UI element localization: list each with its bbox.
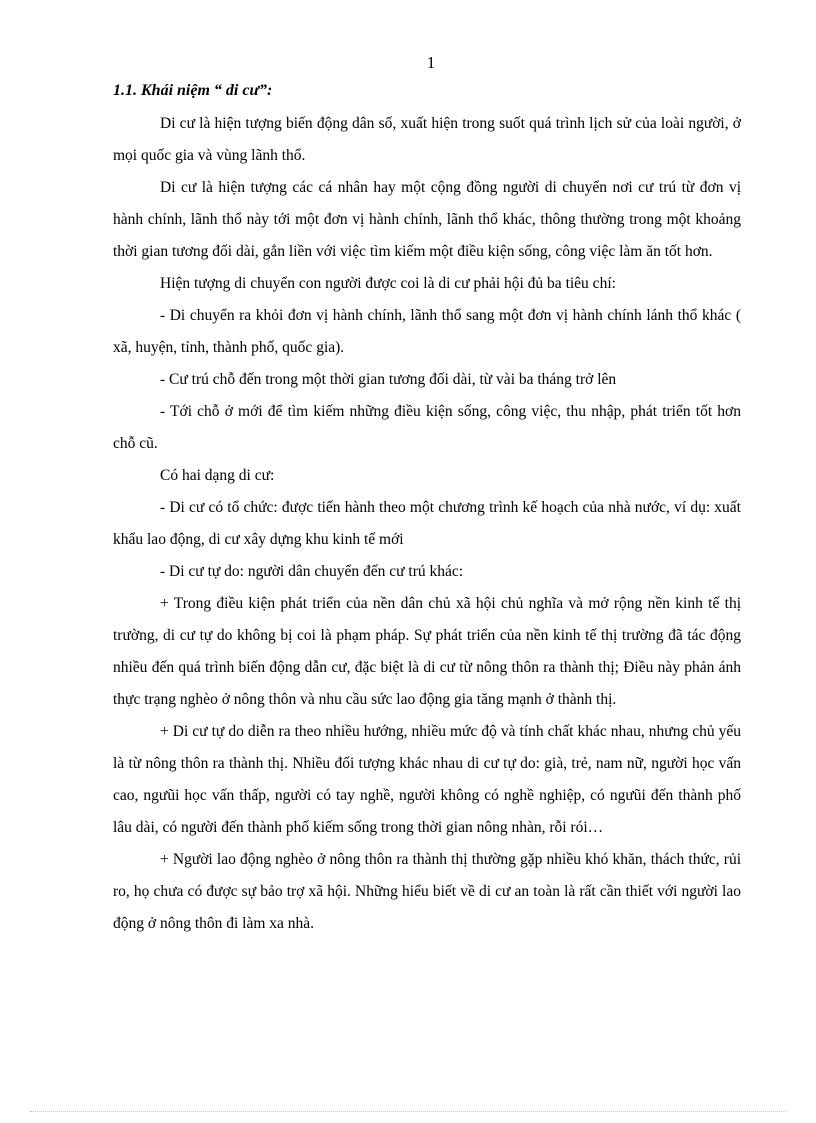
paragraph-free-migration-point-3: + Người lao động nghèo ở nông thôn ra thành thị thường gặp nhiều khó khăn, thách thức, rủi ro, họ chưa có được sự bảo trợ xã hội. Những hiểu biết về di cư an toàn là rất cần thiết với người lao động ở nông thôn đi làm xa nhà. (113, 851, 741, 932)
paragraph-definition-2: Di cư là hiện tượng các cá nhân hay một cộng đồng người di chuyển nơi cư trú từ đơn vị hành chính, lãnh thổ này tới một đơn vị hành chính, lãnh thổ khác, thông thường trong một khoảng thời gian tương đối dài, gắn liền với việc tìm kiếm một điều kiện sống, công việc làm ăn tốt hơn. (113, 179, 741, 260)
paragraph-free-migration-point-2: + Di cư tự do diễn ra theo nhiều hướng, nhiều mức độ và tính chất khác nhau, nhưng chủ yếu là từ nông thôn ra thành thị. Nhiều đối tượng khác nhau di cư tự do: già, trẻ, nam nữ, người học vấn cao, ngưũi học vấn thấp, người có tay nghề, người không có nghề nghiệp, có ngưũi đến thành phố lâu dài, có người đến thành phố kiếm sống trong thời gian nông nhàn, rỗi rói… (113, 723, 741, 836)
paragraph-criteria-intro: Hiện tượng di chuyển con người được coi là di cư phải hội đủ ba tiêu chí: (160, 275, 616, 292)
paragraph-criterion-2: - Cư trú chỗ đến trong một thời gian tương đối dài, từ vài ba tháng trở lên (160, 371, 617, 388)
paragraph-organized-migration: - Di cư có tổ chức: được tiến hành theo một chương trình kế hoạch của nhà nước, ví dụ: xuất khẩu lao động, di cư xây dựng khu kinh tế mới (113, 499, 741, 548)
paragraph-free-migration-point-1: + Trong điều kiện phát triển của nền dân chủ xã hội chủ nghĩa và mở rộng nền kinh tế thị trường, di cư tự do không bị coi là phạm pháp. Sự phát triển của nền kinh tế thị trường đã tác động nhiều đến quá trình biến động dẫn cư, đặc biệt là di cư từ nông thôn ra thành thị; Điều này phản ánh thực trạng nghèo ở nông thôn và nhu cầu sức lao động gia tăng mạnh ở thành thị. (113, 595, 741, 708)
document-body (113, 80, 741, 940)
paragraph-criterion-3: - Tới chỗ ở mới để tìm kiếm những điều kiện sống, công việc, thu nhập, phát triển tốt hơn chỗ cũ. (113, 403, 741, 452)
paragraph-criterion-1: - Di chuyển ra khỏi đơn vị hành chính, lãnh thổ sang một đơn vị hành chính lánh thổ khác ( xã, huyện, tỉnh, thành phố, quốc gia). (113, 307, 741, 356)
paragraph-types-intro: Có hai dạng di cư: (160, 467, 275, 484)
paragraph-definition-1: Di cư là hiện tượng biến động dân số, xuất hiện trong suốt quá trình lịch sử của loài người, ở mọi quốc gia và vùng lãnh thổ. (113, 115, 741, 164)
page-number: 1 (426, 53, 436, 72)
paragraph-free-migration: - Di cư tự do: người dân chuyển đến cư trú khác: (160, 563, 464, 580)
section-heading: 1.1. Khái niệm “ di cư”: (113, 82, 273, 99)
page-bottom-border (30, 1111, 786, 1112)
